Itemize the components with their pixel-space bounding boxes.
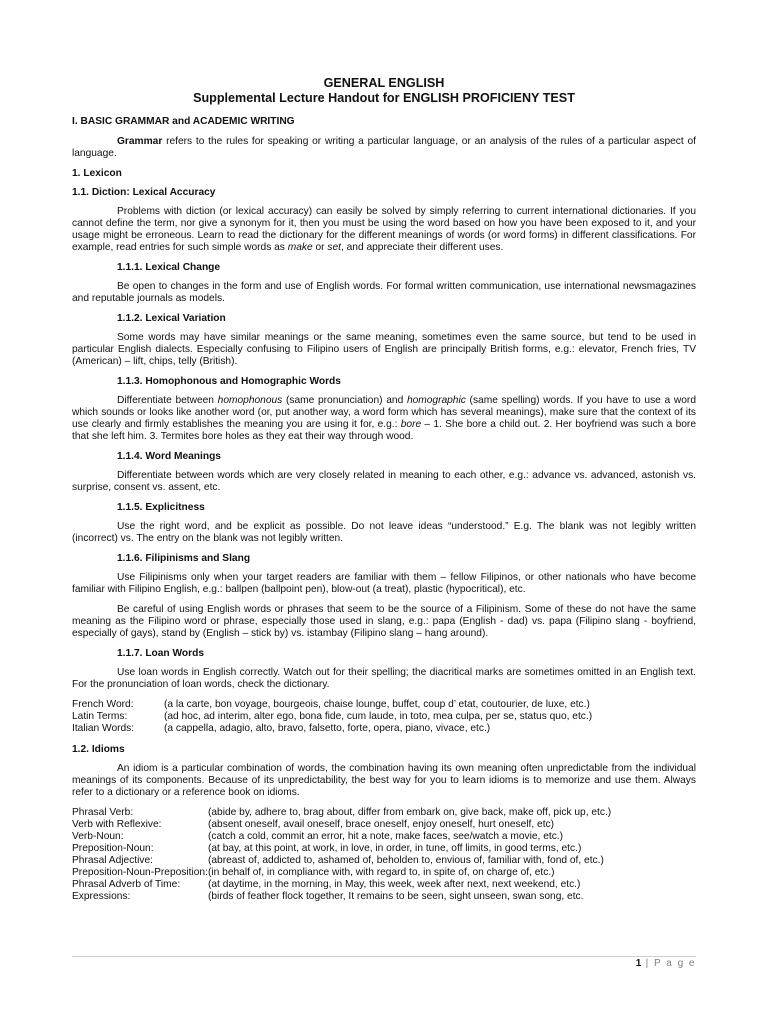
lexical-variation-paragraph: Some words may have similar meanings or the same meaning, sometimes even the same source, but tend to be used in particular English dialects. Especially confusing to Filipino users of English are principally British forms, e.g.: elevator, French fries, TV (American) – lift, chips, telly (British). (72, 332, 696, 367)
idiom-label: Preposition-Noun: (72, 843, 154, 854)
grammar-paragraph: Grammar refers to the rules for speaking or writing a particular language, or an analysis of the rules of a particular aspect of language. (72, 136, 696, 159)
document-body (72, 76, 696, 903)
list-item (72, 891, 696, 903)
idiom-label: Preposition-Noun-Preposition: (72, 867, 208, 878)
loan-words-list (72, 699, 696, 735)
lexical-change-paragraph: Be open to changes in the form and use of English words. For formal written communication, use international newsmagazines and reputable journals as models. (72, 281, 696, 304)
idiom-examples: (absent oneself, avail oneself, brace oneself, enjoy oneself, hurt oneself, etc) (208, 819, 555, 830)
explicitness-heading: 1.1.5. Explicitness (117, 502, 205, 513)
filipinisms-paragraph-2: Be careful of using English words or phrases that seem to be the source of a Filipinism. Some of these do not have the same meaning as the Filipino word or phrase, especially those used in slang, e.g.: papa (English - dad) vs. papa (Filipino slang - boyfriend, especially of gays), stand by (English – stick by) vs. istambay (Filipino slang – hang around). (72, 604, 696, 639)
loan-words-heading: 1.1.7. Loan Words (117, 648, 204, 659)
idiom-label: Phrasal Adverb of Time: (72, 879, 181, 890)
idiom-label: Verb-Noun: (72, 831, 124, 842)
filipinisms-paragraph-1: Use Filipinisms only when your target readers are familiar with them – fellow Filipinos, or other nationals who have become familiar with Filipino English, e.g.: ballpen (ballpoint pen), blow-out (a treat), plastic (hypocritical), etc. (72, 572, 696, 595)
idiom-label: Expressions: (72, 891, 131, 902)
grammar-term: Grammar (117, 136, 163, 147)
loan-label: Italian Words: (72, 723, 135, 734)
list-item (72, 807, 696, 819)
idioms-heading: 1.2. Idioms (72, 744, 125, 755)
filipinisms-heading: 1.1.6. Filipinisms and Slang (117, 553, 251, 564)
idiom-examples: (birds of feather flock together, It remains to be seen, sight unseen, swan song, etc. (208, 891, 584, 902)
page-separator: | (641, 958, 654, 969)
idiom-examples: (abide by, adhere to, brag about, differ from embark on, give back, make off, pick up, etc.) (208, 807, 612, 818)
footer-divider (72, 956, 696, 957)
idiom-examples: (at daytime, in the morning, in May, this week, week after next, next weekend, etc.) (208, 879, 581, 890)
list-item (72, 843, 696, 855)
page-label: P a g e (653, 958, 696, 969)
word-meanings-paragraph: Differentiate between words which are very closely related in meaning to each other, e.g.: advance vs. advanced, astonish vs. surprise, consent vs. assent, etc. (72, 470, 696, 493)
explicitness-paragraph: Use the right word, and be explicit as possible. Do not leave ideas “understood.” E.g. The blank was not legibly written (incorrect) vs. The entry on the blank was not legibly written. (72, 521, 696, 544)
loan-examples: (ad hoc, ad interim, alter ego, bona fide, cum laude, in toto, mea culpa, per se, status quo, etc.) (164, 711, 593, 722)
page-footer (636, 958, 696, 970)
loan-examples: (a cappella, adagio, alto, bravo, falsetto, forte, opera, piano, vivace, etc.) (164, 723, 491, 734)
loan-label: French Word: (72, 699, 134, 710)
idiom-label: Phrasal Verb: (72, 807, 134, 818)
diction-paragraph: Problems with diction (or lexical accuracy) can easily be solved by simply referring to current international dictionaries. If you cannot define the term, nor give a synonym for it, then you must be using the word based on how you have been exposed to it, and your usage might be erroneous. Learn to read the dictionary for the different meanings of words (or word forms) in different classifications. For example, read entries for such simple words as make or set, and appreciate their different uses. (72, 206, 696, 253)
idiom-examples: (abreast of, addicted to, ashamed of, beholden to, envious of, familiar with, fond of, etc.) (208, 855, 604, 866)
list-item (72, 711, 696, 723)
idiom-examples: (in behalf of, in compliance with, with regard to, in spite of, on charge of, etc.) (208, 867, 555, 878)
lexical-variation-heading: 1.1.2. Lexical Variation (117, 313, 226, 324)
loan-label: Latin Terms: (72, 711, 128, 722)
idioms-paragraph: An idiom is a particular combination of words, the combination having its own meaning often unpredictable from the individual meanings of its components. Because of its unpredictability, the best way for you to learn idioms is to memorize and use them. Always refer to a dictionary or a reference book on idioms. (72, 763, 696, 798)
word-meanings-heading: 1.1.4. Word Meanings (117, 451, 221, 462)
diction-heading: 1.1. Diction: Lexical Accuracy (72, 187, 216, 198)
idioms-list (72, 807, 696, 903)
list-item (72, 879, 696, 891)
list-item (72, 819, 696, 831)
list-item (72, 723, 696, 735)
document-subtitle: Supplemental Lecture Handout for ENGLISH PROFICIENY TEST (193, 91, 575, 105)
section-heading-basic-grammar: I. BASIC GRAMMAR and ACADEMIC WRITING (72, 116, 295, 127)
lexical-change-heading: 1.1.1. Lexical Change (117, 262, 221, 273)
idiom-label: Phrasal Adjective: (72, 855, 153, 866)
idiom-examples: (catch a cold, commit an error, hit a note, make faces, see/watch a movie, etc.) (208, 831, 564, 842)
list-item (72, 699, 696, 711)
idiom-label: Verb with Reflexive: (72, 819, 162, 830)
document-title: GENERAL ENGLISH (323, 76, 445, 90)
homophonous-heading: 1.1.3. Homophonous and Homographic Words (117, 376, 341, 387)
loan-words-paragraph: Use loan words in English correctly. Watch out for their spelling; the diacritical marks are sometimes omitted in an English text. For the pronunciation of loan words, check the dictionary. (72, 667, 696, 690)
homophonous-paragraph: Differentiate between homophonous (same pronunciation) and homographic (same spelling) words. If you have to use a word which sounds or looks like another word (or, put another way, a word form which has several meanings), make sure that the context of its use clearly and firmly establishes the meaning you are using it for, e.g.: bore – 1. She bore a child out. 2. Her boyfriend was such a bore that she left him. 3. Termites bore holes as they eat their way through wood. (72, 395, 696, 442)
list-item (72, 867, 696, 879)
loan-examples: (a la carte, bon voyage, bourgeois, chaise lounge, buffet, coup d’ etat, coutourier, de luxe, etc.) (164, 699, 590, 710)
list-item (72, 831, 696, 843)
list-item (72, 855, 696, 867)
idiom-examples: (at bay, at this point, at work, in love, in order, in tune, off limits, in good terms, etc.) (208, 843, 582, 854)
lexicon-heading: 1. Lexicon (72, 168, 122, 179)
page-number: 1 (635, 958, 642, 969)
